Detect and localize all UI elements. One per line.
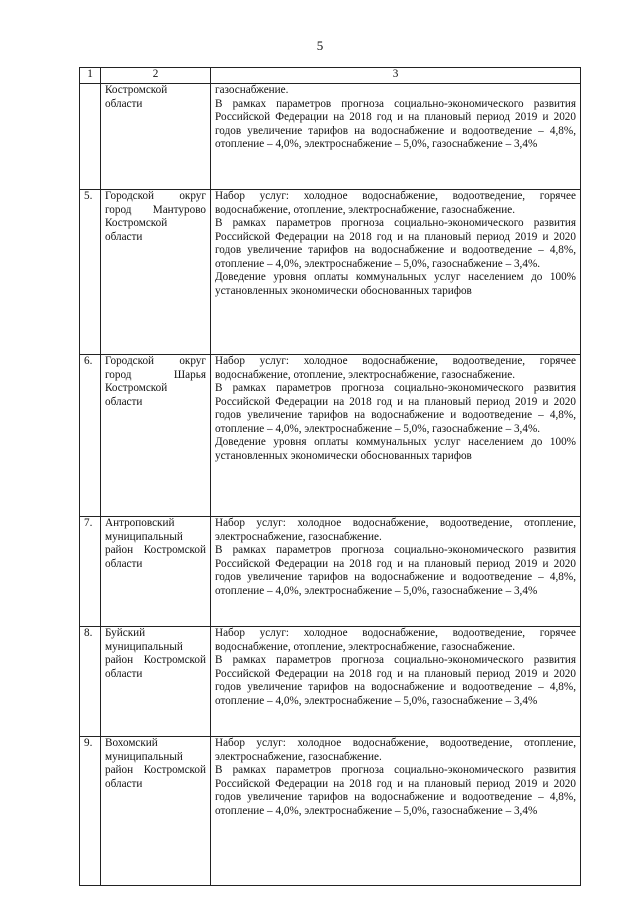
tariff-table <box>79 67 581 886</box>
column-header: 2 <box>101 68 211 84</box>
description-paragraph: В рамках параметров прогноза социально-экономического развития Российской Федерации на 2018 год и на плановый период 2019 и 2020 годов увеличение тарифов на водоснабжение и водоотведение – 4,8%, отопление – 4,0%, электроснабжение – 5,0%, газоснабжение – 3,4% <box>215 97 576 150</box>
row-number: 7. <box>80 517 101 627</box>
description-paragraph: В рамках параметров прогноза социально-экономического развития Российской Федерации на 2018 год и на плановый период 2019 и 2020 годов увеличение тарифов на водоснабжение и водоотведение – 4,8%, отопление – 4,0%, электроснабжение – 5,0%, газоснабжение – 3,4% <box>215 544 576 597</box>
description-paragraph: Набор услуг: холодное водоснабжение, водоотведение, отопление, электроснабжение, газоснабжение. <box>215 517 576 543</box>
description-cell <box>211 517 581 627</box>
table-header-row <box>80 68 581 84</box>
table-row <box>80 517 581 627</box>
description-cell <box>211 84 581 190</box>
description-paragraph: Доведение уровня оплаты коммунальных услуг населением до 100% установленных экономически обоснованных тарифов <box>215 271 576 297</box>
row-number: 6. <box>80 355 101 517</box>
region-name: Городской округ город Шарья Костромской области <box>101 355 211 517</box>
table-row <box>80 627 581 737</box>
description-paragraph: Набор услуг: холодное водоснабжение, водоотведение, горячее водоснабжение, отопление, электроснабжение, газоснабжение. <box>215 355 576 381</box>
description-paragraph: Набор услуг: холодное водоснабжение, водоотведение, горячее водоснабжение, отопление, электроснабжение, газоснабжение. <box>215 627 576 653</box>
column-header: 3 <box>211 68 581 84</box>
description-paragraph: Набор услуг: холодное водоснабжение, водоотведение, отопление, электроснабжение, газоснабжение. <box>215 737 576 763</box>
description-cell <box>211 627 581 737</box>
row-number: 9. <box>80 737 101 886</box>
column-header: 1 <box>80 68 101 84</box>
description-paragraph: газоснабжение. <box>215 84 289 96</box>
description-cell <box>211 737 581 886</box>
region-name: Городской округ город Мантурово Костромской области <box>101 190 211 355</box>
table-row <box>80 355 581 517</box>
row-number: 8. <box>80 627 101 737</box>
row-number <box>80 84 101 190</box>
description-paragraph: В рамках параметров прогноза социально-экономического развития Российской Федерации на 2018 год и на плановый период 2019 и 2020 годов увеличение тарифов на водоснабжение и водоотведение – 4,8%, отопление – 4,0%, электроснабжение – 5,0%, газоснабжение – 3,4% <box>215 654 576 707</box>
description-paragraph: В рамках параметров прогноза социально-экономического развития Российской Федерации на 2018 год и на плановый период 2019 и 2020 годов увеличение тарифов на водоснабжение и водоотведение – 4,8%, отопление – 4,0%, электроснабжение – 5,0%, газоснабжение – 3,4%. <box>215 217 576 270</box>
page-number: 5 <box>316 38 324 53</box>
table-row <box>80 84 581 190</box>
table-row <box>80 190 581 355</box>
region-name: Антроповский муниципальный район Костромской области <box>101 517 211 627</box>
description-paragraph: Доведение уровня оплаты коммунальных услуг населением до 100% установленных экономически обоснованных тарифов <box>215 436 576 462</box>
description-paragraph: Набор услуг: холодное водоснабжение, водоотведение, горячее водоснабжение, отопление, электроснабжение, газоснабжение. <box>215 190 576 216</box>
description-cell <box>211 355 581 517</box>
table-row <box>80 737 581 886</box>
description-paragraph: В рамках параметров прогноза социально-экономического развития Российской Федерации на 2018 год и на плановый период 2019 и 2020 годов увеличение тарифов на водоснабжение и водоотведение – 4,8%, отопление – 4,0%, электроснабжение – 5,0%, газоснабжение – 3,4% <box>215 764 576 817</box>
region-name: Вохомский муниципальный район Костромской области <box>101 737 211 886</box>
region-name: Буйский муниципальный район Костромской области <box>101 627 211 737</box>
description-paragraph: В рамках параметров прогноза социально-экономического развития Российской Федерации на 2018 год и на плановый период 2019 и 2020 годов увеличение тарифов на водоснабжение и водоотведение – 4,8%, отопление – 4,0%, электроснабжение – 5,0%, газоснабжение – 3,4%. <box>215 382 576 435</box>
region-name: Костромской области <box>101 84 211 190</box>
description-cell <box>211 190 581 355</box>
row-number: 5. <box>80 190 101 355</box>
